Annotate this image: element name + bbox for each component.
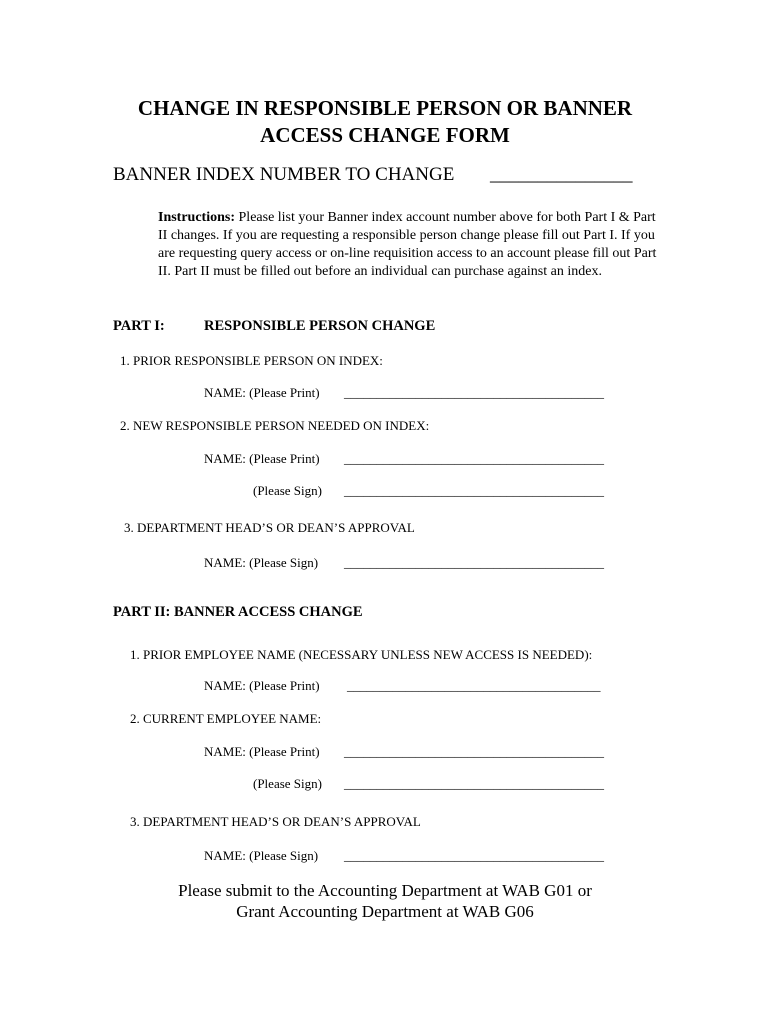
part-1-item-2: 2. NEW RESPONSIBLE PERSON NEEDED ON INDEX: bbox=[120, 418, 430, 433]
submission-note-line-2: Grant Accounting Department at WAB G06 bbox=[236, 902, 534, 921]
new-responsible-sign-label: (Please Sign) bbox=[253, 483, 322, 498]
new-responsible-print-input[interactable]: ________________________________________ bbox=[344, 451, 604, 466]
current-employee-sign-label: (Please Sign) bbox=[253, 776, 322, 791]
form-title-line-1: CHANGE IN RESPONSIBLE PERSON OR BANNER bbox=[137, 96, 633, 120]
instructions-text: Please list your Banner index account number above for both Part I & Part II changes. If you are requesting a responsible person change please fill out Part I. If you are requesting query access or on-line requisition access to an account please fill out Part II. Part II must be filled out before an individual can purchase against an index. bbox=[158, 210, 657, 279]
new-responsible-sign-input[interactable]: ________________________________________ bbox=[344, 483, 604, 498]
prior-responsible-name-input[interactable]: ________________________________________ bbox=[344, 385, 604, 400]
prior-employee-name-label: NAME: (Please Print) bbox=[204, 678, 320, 693]
part-1-item-1: 1. PRIOR RESPONSIBLE PERSON ON INDEX: bbox=[120, 353, 383, 368]
part-1-label: PART I: bbox=[113, 318, 165, 334]
instructions-paragraph bbox=[158, 209, 658, 281]
part-2-approval-sign-input[interactable]: ________________________________________ bbox=[344, 848, 604, 863]
index-number-label: BANNER INDEX NUMBER TO CHANGE bbox=[113, 164, 455, 185]
part-2-title: PART II: BANNER ACCESS CHANGE bbox=[113, 604, 363, 620]
part-1-title: RESPONSIBLE PERSON CHANGE bbox=[204, 318, 436, 334]
instructions-lead: Instructions: bbox=[158, 210, 236, 225]
part-1-item-3: 3. DEPARTMENT HEAD’S OR DEAN’S APPROVAL bbox=[124, 520, 415, 535]
submission-note-line-1: Please submit to the Accounting Department at WAB G01 or bbox=[178, 881, 592, 900]
part-2-approval-sign-label: NAME: (Please Sign) bbox=[204, 848, 319, 863]
part-2-item-3: 3. DEPARTMENT HEAD’S OR DEAN’S APPROVAL bbox=[130, 814, 421, 829]
prior-responsible-name-label: NAME: (Please Print) bbox=[204, 385, 320, 400]
part-2-item-2: 2. CURRENT EMPLOYEE NAME: bbox=[130, 711, 322, 726]
current-employee-print-input[interactable]: ________________________________________ bbox=[344, 744, 604, 759]
part-1-approval-sign-input[interactable]: ________________________________________ bbox=[344, 555, 604, 570]
part-2-item-1: 1. PRIOR EMPLOYEE NAME (NECESSARY UNLESS NEW ACCESS IS NEEDED): bbox=[130, 647, 593, 662]
index-number-input[interactable]: _______________ bbox=[490, 164, 633, 185]
form-title-line-2: ACCESS CHANGE FORM bbox=[260, 123, 510, 147]
current-employee-sign-input[interactable]: ________________________________________ bbox=[344, 776, 604, 791]
part-1-approval-sign-label: NAME: (Please Sign) bbox=[204, 555, 319, 570]
current-employee-print-label: NAME: (Please Print) bbox=[204, 744, 320, 759]
prior-employee-name-input[interactable]: _______________________________________ bbox=[347, 678, 601, 693]
new-responsible-print-label: NAME: (Please Print) bbox=[204, 451, 320, 466]
